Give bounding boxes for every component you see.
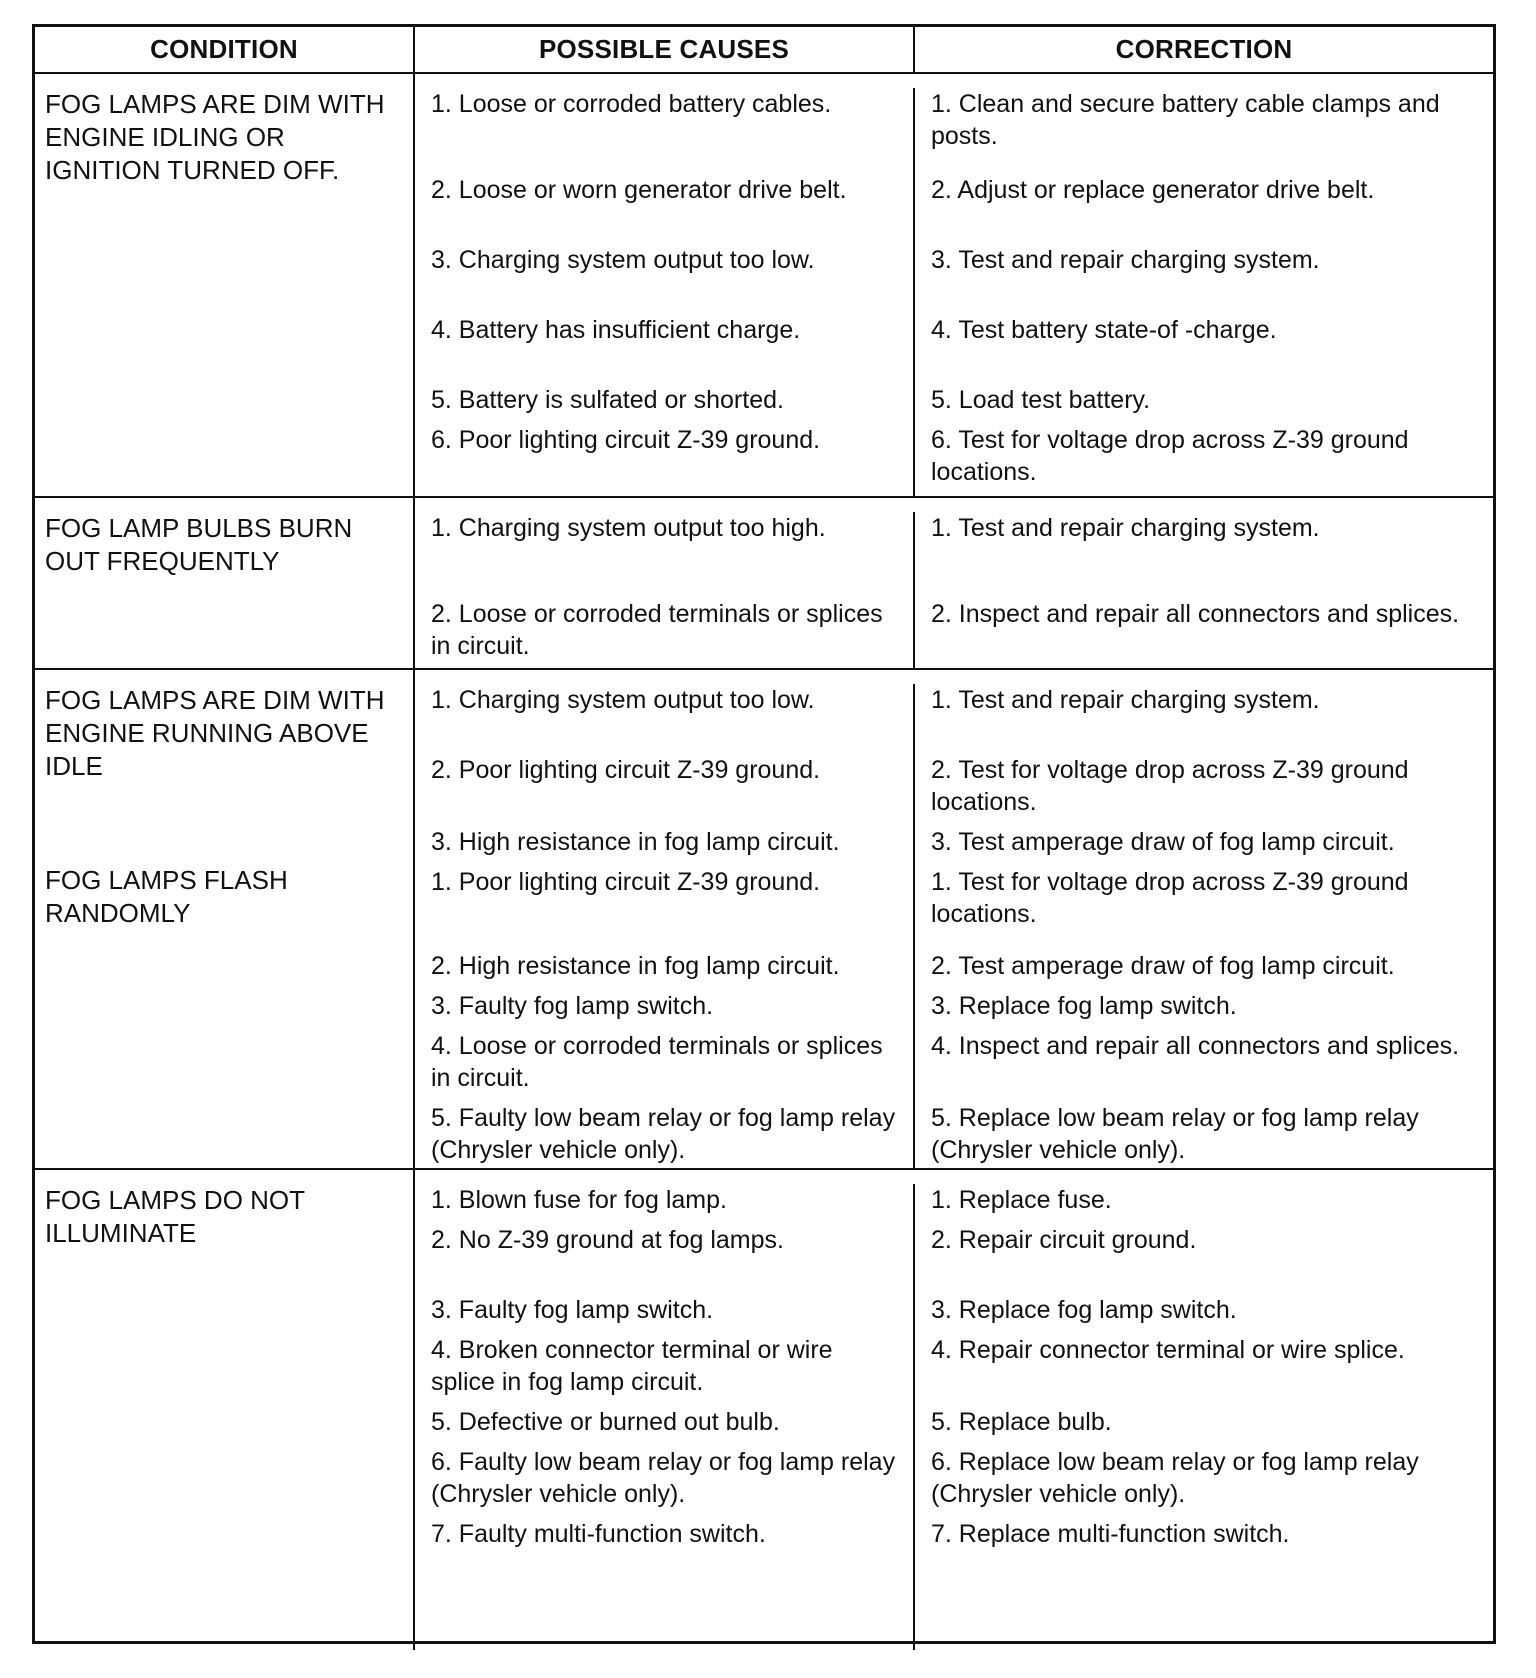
table-row (415, 754, 1493, 826)
items-list (415, 74, 1493, 496)
correction-cell: 6. Replace low beam relay or fog lamp relay (Chrysler vehicle only). (931, 1448, 1419, 1508)
correction-cell: 2. Test for voltage drop across Z-39 ground locations. (931, 756, 1409, 816)
condition-text: FOG LAMPS DO NOT ILLUMINATE (45, 1185, 305, 1248)
header-condition: CONDITION (35, 27, 415, 72)
cause-cell: 6. Faulty low beam relay or fog lamp relay (Chrysler vehicle only). (415, 1446, 915, 1518)
table-row (415, 88, 1493, 174)
correction-cell: 2. Repair circuit ground. (931, 1226, 1197, 1254)
cause-cell: 1. Poor lighting circuit Z-39 ground. (415, 866, 915, 950)
table-row (415, 1294, 1493, 1334)
cause-cell: 2. High resistance in fog lamp circuit. (415, 950, 915, 990)
table-row (415, 950, 1493, 990)
condition-text: FOG LAMP BULBS BURN OUT FREQUENTLY (45, 513, 353, 576)
correction-cell: 4. Inspect and repair all connectors and splices. (931, 1032, 1460, 1060)
cause-cell: 2. Poor lighting circuit Z-39 ground. (415, 754, 915, 826)
section-dim-running-flash (35, 670, 1493, 1170)
correction-cell: 5. Load test battery. (931, 386, 1151, 414)
correction-cell: 5. Replace low beam relay or fog lamp relay (Chrysler vehicle only). (931, 1104, 1419, 1164)
table-row (415, 826, 1493, 866)
condition-cell (35, 74, 415, 496)
condition-text: FOG LAMPS ARE DIM WITH ENGINE RUNNING ABOVE IDLE (45, 685, 385, 781)
table-row (415, 1406, 1493, 1446)
cause-cell: 5. Faulty low beam relay or fog lamp relay (Chrysler vehicle only). (415, 1102, 915, 1168)
correction-cell: 1. Test and repair charging system. (931, 686, 1320, 714)
correction-cell: 2. Test amperage draw of fog lamp circuit. (931, 952, 1395, 980)
items-list (415, 670, 1493, 1168)
cause-cell: 2. Loose or worn generator drive belt. (415, 174, 915, 244)
table-row (415, 244, 1493, 314)
cause-cell: 4. Loose or corroded terminals or splices in circuit. (415, 1030, 915, 1102)
table-row (415, 384, 1493, 424)
diagnosis-table (32, 24, 1496, 1644)
condition-cell (35, 1170, 415, 1650)
correction-cell: 1. Clean and secure battery cable clamps and posts. (931, 90, 1440, 150)
cause-cell: 4. Broken connector terminal or wire splice in fog lamp circuit. (415, 1334, 915, 1406)
table-row (415, 1334, 1493, 1406)
correction-cell: 2. Inspect and repair all connectors and splices. (931, 600, 1460, 628)
cause-cell: 6. Poor lighting circuit Z-39 ground. (415, 424, 915, 496)
header-causes: POSSIBLE CAUSES (415, 27, 915, 72)
correction-cell: 4. Repair connector terminal or wire splice. (931, 1336, 1405, 1364)
table-row (415, 684, 1493, 754)
cause-cell: 2. No Z-39 ground at fog lamps. (415, 1224, 915, 1294)
correction-cell: 1. Replace fuse. (931, 1186, 1112, 1214)
table-row (415, 1102, 1493, 1168)
section-no-illuminate (35, 1170, 1493, 1650)
table-row (415, 1518, 1493, 1650)
cause-cell: 5. Defective or burned out bulb. (415, 1406, 915, 1446)
section-burn-out (35, 498, 1493, 670)
correction-cell: 3. Test and repair charging system. (931, 246, 1320, 274)
cause-cell: 1. Blown fuse for fog lamp. (415, 1184, 915, 1224)
table-row (415, 990, 1493, 1030)
correction-cell: 3. Replace fog lamp switch. (931, 1296, 1237, 1324)
correction-cell: 2. Adjust or replace generator drive belt. (931, 176, 1375, 204)
cause-cell: 2. Loose or corroded terminals or splices in circuit. (415, 598, 915, 668)
cause-cell: 1. Charging system output too low. (415, 684, 915, 754)
cause-cell: 7. Faulty multi-function switch. (415, 1518, 915, 1650)
cause-cell: 3. High resistance in fog lamp circuit. (415, 826, 915, 866)
header-correction: CORRECTION (1115, 34, 1293, 64)
correction-cell: 3. Test amperage draw of fog lamp circuit. (931, 828, 1395, 856)
items-list (415, 498, 1493, 668)
section-dim-idle (35, 74, 1493, 498)
cause-cell: 1. Loose or corroded battery cables. (415, 88, 915, 174)
condition-cell (35, 498, 415, 668)
correction-cell: 1. Test for voltage drop across Z-39 ground locations. (931, 868, 1409, 928)
table-row (415, 866, 1493, 950)
correction-cell: 6. Test for voltage drop across Z-39 ground locations. (931, 426, 1409, 486)
table-row (415, 314, 1493, 384)
table-row (415, 424, 1493, 496)
items-list (415, 1170, 1493, 1650)
correction-cell: 1. Test and repair charging system. (931, 514, 1320, 542)
table-row (415, 512, 1493, 598)
correction-cell: 3. Replace fog lamp switch. (931, 992, 1237, 1020)
table-row (415, 1184, 1493, 1224)
correction-cell: 4. Test battery state-of -charge. (931, 316, 1277, 344)
cause-cell: 3. Faulty fog lamp switch. (415, 1294, 915, 1334)
correction-cell: 7. Replace multi-function switch. (931, 1520, 1290, 1548)
cause-cell: 3. Charging system output too low. (415, 244, 915, 314)
table-header (35, 27, 1493, 74)
condition-cell (35, 670, 415, 1168)
table-row (415, 598, 1493, 668)
table-row (415, 1446, 1493, 1518)
table-row (415, 174, 1493, 244)
cause-cell: 4. Battery has insufficient charge. (415, 314, 915, 384)
condition-text: FOG LAMPS FLASH RANDOMLY (45, 865, 288, 928)
condition-text: FOG LAMPS ARE DIM WITH ENGINE IDLING OR IGNITION TURNED OFF. (45, 89, 385, 185)
table-row (415, 1030, 1493, 1102)
table-row (415, 1224, 1493, 1294)
cause-cell: 5. Battery is sulfated or shorted. (415, 384, 915, 424)
correction-cell: 5. Replace bulb. (931, 1408, 1112, 1436)
cause-cell: 3. Faulty fog lamp switch. (415, 990, 915, 1030)
cause-cell: 1. Charging system output too high. (415, 512, 915, 598)
